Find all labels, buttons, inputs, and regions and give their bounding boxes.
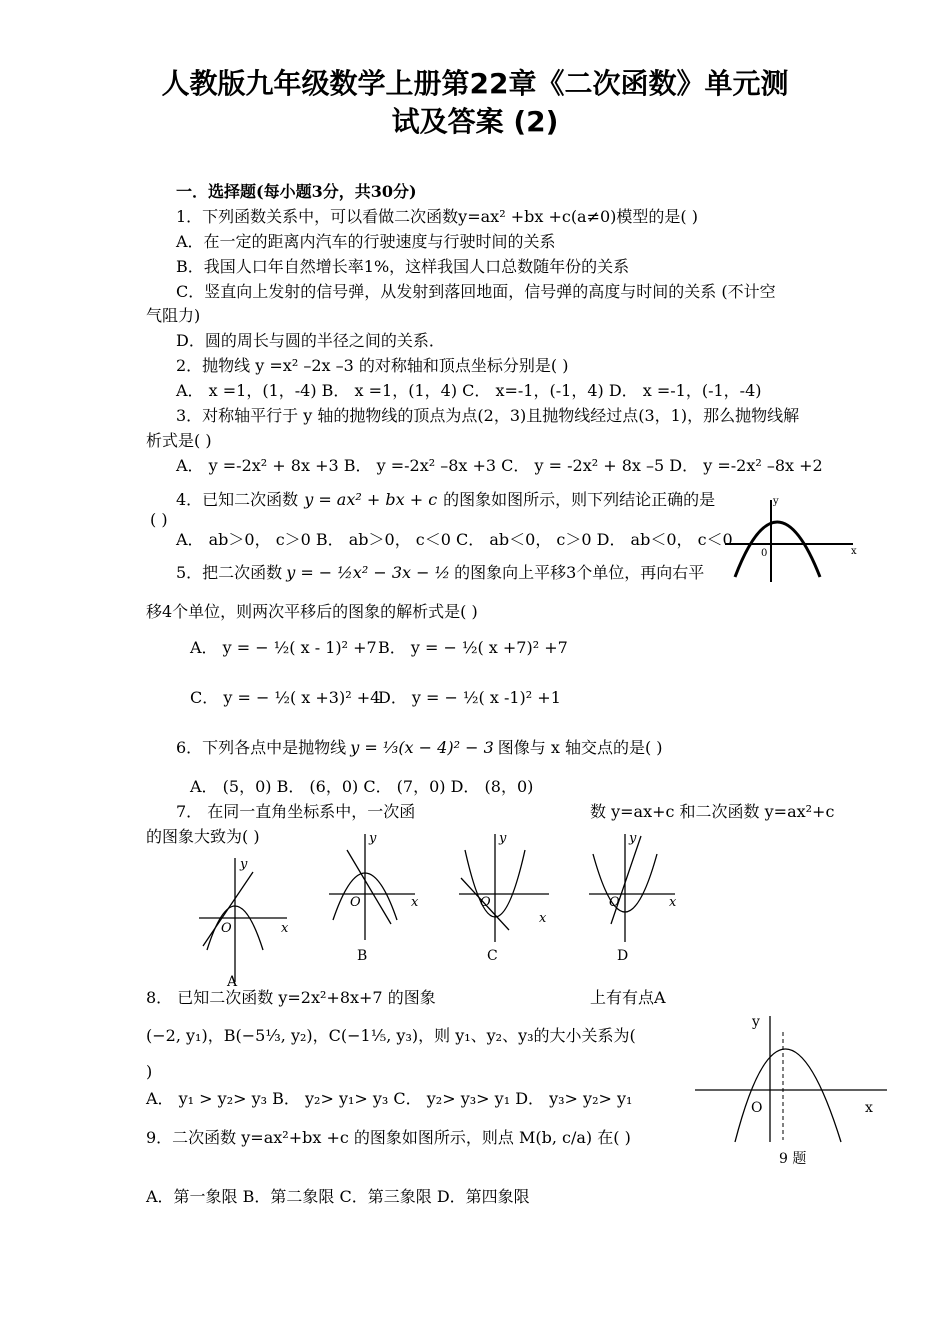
q7b-origin-label: O (350, 895, 361, 910)
question-9-options: A．第一象限 B．第二象限 C．第三象限 D．第四象限 (146, 1187, 530, 1206)
question-6-text: 6．下列各点中是抛物线 (176, 738, 347, 757)
question-5-cont: 移4个单位，则两次平移后的图象的解析式是( ) (146, 602, 478, 621)
question-4 (176, 490, 715, 510)
page-title-line-2: 试及答案 (2) (391, 105, 559, 138)
q9-y-label: y (752, 1014, 760, 1030)
question-5-option-b: B． y = − ½( x +7)² +7 (378, 638, 568, 657)
question-7-cont: 数 y=ax+c 和二次函数 y=ax²+c (590, 802, 835, 821)
question-6-text-b: 图像与 x 轴交点的是( ) (497, 738, 663, 757)
q9-caption: 9 题 (779, 1151, 807, 1167)
question-8-cont-2: ) (146, 1062, 153, 1081)
question-7-cont-2: 的图象大致为( ) (146, 827, 260, 846)
q7b-option-label: B (357, 948, 368, 964)
q7d-y-label: y (629, 831, 637, 846)
question-4-cont: ( ) (150, 510, 168, 529)
question-5-text-b: 的图象向上平移3个单位，再向右平 (454, 563, 705, 582)
q4-x-label: x (851, 546, 857, 557)
q7a-origin-label: O (221, 921, 232, 936)
question-3-options: A． y =-2x² + 8x +3 B． y =-2x² –8x +3 C． y = -2x² + 8x –5 D． y =-2x² –8x +2 (176, 456, 823, 475)
q7-figure-b (325, 830, 425, 970)
q7-figure-c (455, 830, 555, 970)
question-5-formula: y = − ½x² − 3x − ½ (286, 563, 451, 582)
question-2: 2．抛物线 y =x² –2x –3 的对称轴和顶点坐标分别是( ) (176, 356, 569, 375)
section-heading: 一．选择题(每小题3分，共30分) (176, 182, 417, 201)
q9-parabola-figure (695, 1010, 895, 1170)
question-6-options: A． (5，0) B． (6，0) C． (7，0) D． (8，0) (190, 777, 534, 796)
question-1-option-b: B．我国人口年自然增长率1%，这样我国人口总数随年份的关系 (176, 257, 630, 276)
q7a-option-label: A (227, 974, 238, 987)
q9-x-label: x (865, 1100, 873, 1116)
q7d-line (611, 836, 641, 924)
question-8-options: A． y₁ > y₂> y₃ B． y₂> y₁> y₃ C． y₂> y₃> y₁ D． y₃> y₂> y₁ (146, 1089, 633, 1108)
q7d-option-label: D (617, 948, 629, 964)
q7b-line (347, 850, 391, 924)
question-6-formula: y = ⅓(x − 4)² − 3 (350, 738, 494, 757)
question-8: 8． 已知二次函数 y=2x²+8x+7 的图象 (146, 988, 436, 1007)
q4-parabola-figure (725, 492, 860, 584)
q7c-y-label: y (499, 831, 507, 846)
question-8-points: (−2, y₁)，B(−5⅓, y₂)，C(−1⅕, y₃)，则 y₁、y₂、y₃的大小关系为( (146, 1026, 636, 1045)
question-4-formula: y = ax² + bx + c (304, 490, 438, 509)
question-1-option-c-cont: 气阻力) (146, 306, 201, 325)
q9-origin-label: O (751, 1100, 763, 1116)
question-4-text-b: 的图象如图所示，则下列结论正确的是 (443, 490, 716, 509)
q9-curve (735, 1049, 841, 1142)
question-6 (176, 738, 663, 758)
q7-figure-d (585, 830, 685, 970)
question-4-text: 4．已知二次函数 (176, 490, 299, 509)
q7a-x-label: x (281, 921, 289, 936)
question-3-cont: 析式是( ) (146, 431, 212, 450)
q4-curve (735, 522, 820, 577)
question-4-options: A． ab＞0， c＞0 B． ab＞0， c＜0 C． ab＜0， c＞0 D． ab＜0， c＜0 (176, 530, 733, 549)
q7b-x-label: x (411, 895, 419, 910)
page-title-line-1: 人教版九年级数学上册第22章《二次函数》单元测 (161, 67, 789, 100)
question-5-option-c: C． y = − ½( x +3)² +4 (190, 688, 381, 707)
question-1: 1．下列函数关系中，可以看做二次函数y=ax² +bx +c(a≠0)模型的是( ) (176, 207, 698, 226)
question-1-option-c: C．竖直向上发射的信号弹，从发射到落回地面，信号弹的高度与时间的关系 (不计空 (176, 282, 776, 301)
q7a-y-label: y (240, 857, 248, 872)
q4-origin-label: 0 (761, 548, 768, 559)
question-5-option-d: D． y = − ½( x -1)² +1 (378, 688, 561, 707)
q4-y-label: y (773, 496, 779, 507)
question-1-option-d: D．圆的周长与圆的半径之间的关系． (176, 331, 445, 350)
q7b-y-label: y (369, 831, 377, 846)
q7c-option-label: C (487, 948, 498, 964)
question-3: 3．对称轴平行于 y 轴的抛物线的顶点为点(2，3)且抛物线经过点(3，1)，那么抛物线解 (176, 406, 800, 425)
q7-figure-a (195, 852, 295, 987)
q7c-origin-label: O (480, 895, 491, 910)
q7d-x-label: x (669, 895, 677, 910)
question-5-text: 5．把二次函数 (176, 563, 283, 582)
question-1-option-a: A．在一定的距离内汽车的行驶速度与行驶时间的关系 (176, 232, 556, 251)
question-5-option-a: A． y = − ½( x - 1)² +7 (190, 638, 377, 657)
question-2-options: A． x =1，(1，-4) B． x =1，(1，4) C． x=-1，(-1，4) D． x =-1，(-1，-4) (176, 381, 762, 400)
q7c-x-label: x (539, 911, 547, 926)
question-9: 9．二次函数 y=ax²+bx +c 的图象如图所示，则点 M(b, c/a) 在( ) (146, 1128, 631, 1147)
q7d-origin-label: O (609, 895, 620, 910)
question-5 (176, 563, 704, 583)
question-7: 7． 在同一直角坐标系中，一次函 (176, 802, 416, 821)
question-8-cont: 上有有点A (590, 988, 666, 1007)
